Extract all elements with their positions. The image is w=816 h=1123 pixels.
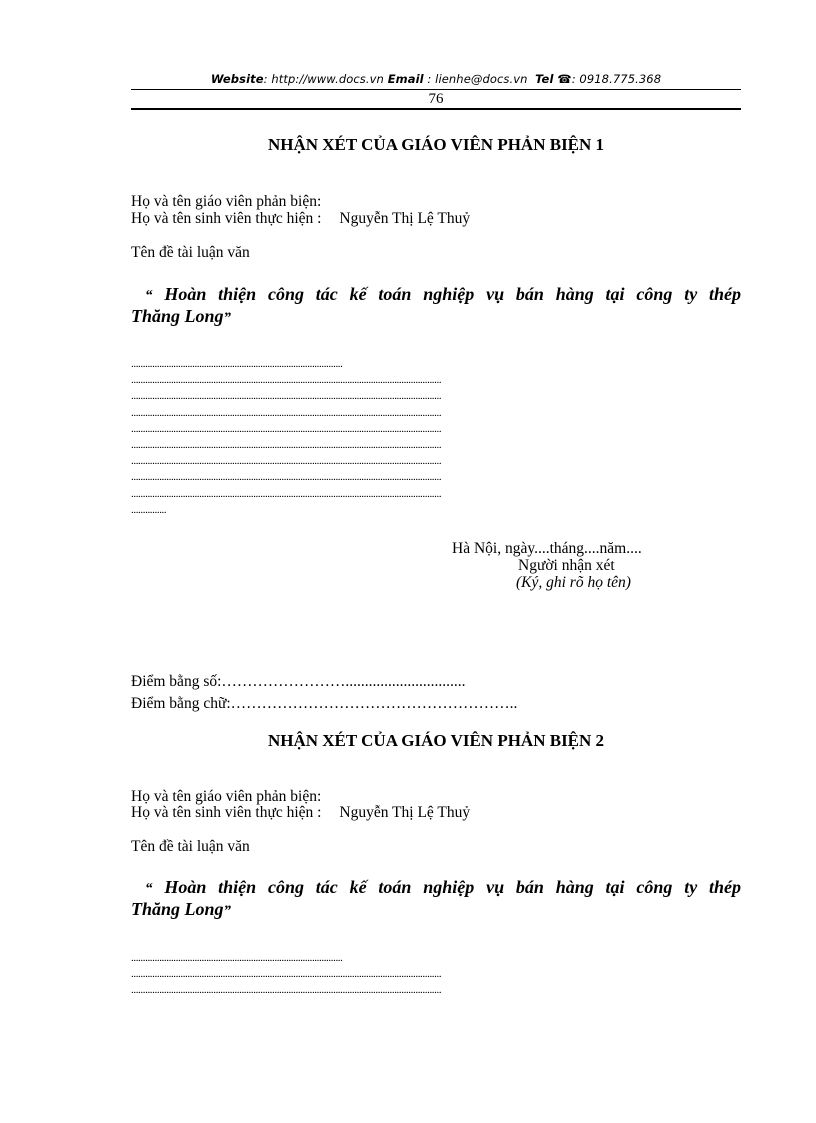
website-value[interactable]: : http://www.docs.vn bbox=[263, 72, 384, 86]
header-rule bbox=[131, 89, 741, 90]
section2-topic-label: Tên đề tài luận văn bbox=[131, 838, 250, 855]
tel-label: Tel bbox=[535, 72, 554, 86]
section2-title: NHẬN XÉT CỦA GIÁO VIÊN PHẢN BIỆN 2 bbox=[267, 731, 605, 750]
email-label: Email bbox=[387, 72, 424, 86]
section1-open-quote: “ bbox=[145, 288, 153, 304]
comment-line[interactable]: .................................................................................................................................... bbox=[131, 374, 442, 387]
page-header bbox=[131, 72, 741, 86]
section1-topic-label: Tên đề tài luận văn bbox=[131, 244, 250, 261]
phone-icon: ☎ bbox=[557, 72, 572, 86]
section1-student-label: Họ và tên sinh viên thực hiện : bbox=[131, 210, 322, 227]
section1-student-name: Nguyễn Thị Lệ Thuỷ bbox=[339, 210, 471, 227]
score-text-line[interactable]: Điểm bằng chữ:……………………………………………….. bbox=[131, 695, 518, 712]
section1-thesis-title bbox=[131, 284, 741, 328]
section2-thesis-line1: Hoàn thiện công tác kế toán nghiệp vụ bán hàng tại công ty thép bbox=[164, 877, 742, 897]
comment-line[interactable]: .......................................................................................... bbox=[131, 952, 343, 964]
section2-student-label: Họ và tên sinh viên thực hiện : bbox=[131, 804, 322, 821]
section1-thesis-line2: Thăng Long bbox=[131, 306, 224, 326]
section1-thesis-line1: Hoàn thiện công tác kế toán nghiệp vụ bán hàng tại công ty thép bbox=[164, 284, 742, 304]
tel-value: : 0918.775.368 bbox=[571, 72, 662, 86]
section1-sign-note: (Ký, ghi rõ họ tên) bbox=[516, 574, 631, 591]
section1-commenter: Người nhận xét bbox=[518, 557, 615, 574]
section2-student-name: Nguyễn Thị Lệ Thuỷ bbox=[339, 804, 471, 821]
section1-place-date: Hà Nội, ngày....tháng....năm.... bbox=[452, 540, 642, 557]
section2-reviewer-line: Họ và tên giáo viên phản biện: bbox=[131, 788, 322, 805]
email-value[interactable]: : lienhe@docs.vn bbox=[423, 72, 528, 86]
section2-student-line bbox=[131, 804, 470, 822]
page-number: 76 bbox=[428, 91, 444, 107]
section1-reviewer-line: Họ và tên giáo viên phản biện: bbox=[131, 193, 322, 210]
comment-line[interactable]: .................................................................................................................................... bbox=[131, 439, 442, 452]
section2-open-quote: “ bbox=[145, 881, 153, 897]
section2-close-quote: ” bbox=[223, 903, 232, 919]
section1-title: NHẬN XÉT CỦA GIÁO VIÊN PHẢN BIỆN 1 bbox=[267, 135, 605, 154]
comment-line[interactable]: .................................................................................................................................... bbox=[131, 422, 442, 435]
website-label: Website bbox=[210, 72, 264, 86]
section1-comment-lines bbox=[131, 356, 441, 518]
comment-line[interactable]: .................................................................................................................................... bbox=[131, 471, 442, 484]
header-bottom-rule bbox=[131, 108, 741, 110]
section2-thesis-title bbox=[131, 877, 741, 921]
comment-line[interactable]: .................................................................................................................................... bbox=[131, 487, 442, 500]
section1-close-quote: ” bbox=[223, 310, 232, 326]
comment-line[interactable]: .................................................................................................................................... bbox=[131, 390, 442, 403]
comment-line[interactable]: .......................................................................................... bbox=[131, 358, 343, 370]
comment-line[interactable]: .................................................................................................................................... bbox=[131, 406, 442, 419]
score-number-line[interactable]: Điểm bằng số:……………………............................... bbox=[131, 673, 466, 690]
comment-line[interactable]: .................................................................................................................................... bbox=[131, 968, 442, 981]
comment-line[interactable]: ............... bbox=[131, 503, 167, 516]
section2-comment-lines bbox=[131, 950, 441, 999]
comment-line[interactable]: .................................................................................................................................... bbox=[131, 984, 442, 997]
comment-line[interactable]: .................................................................................................................................... bbox=[131, 455, 442, 468]
section2-thesis-line2: Thăng Long bbox=[131, 899, 224, 919]
section1-student-line bbox=[131, 210, 470, 228]
